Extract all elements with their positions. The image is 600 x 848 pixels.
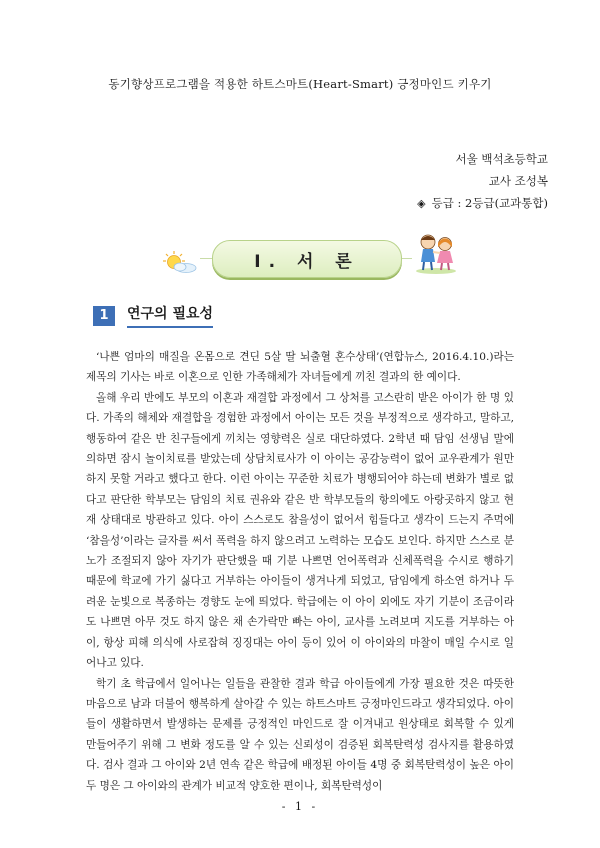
paragraph: ‘나쁜 엄마의 매질을 온몸으로 견딘 5살 딸 뇌출혈 혼수상태’(연합뉴스, 2016.4.10.)라는 제목의 기사는 바로 이혼으로 인한 가족해체가 자녀들에게 끼친 결과의 한 예이다. xyxy=(86,351,514,384)
author-block xyxy=(417,148,548,215)
paragraph: 올해 우리 반에도 부모의 이혼과 재결합 과정에서 그 상처를 고스란히 받은 아이가 한 명 있다. 가족의 해체와 재결합을 경험한 과정에서 아이는 모든 것을 부정적으로 생각하고, 말하고, 행동하여 같은 반 친구들에게 끼치는 영향력은 실로 대단하였다. 2학년 때 담임 선생님 말에 의하면 잠시 놀이치료를 받았는데 상담치료사가 이 아이는 공감능력이 없어 교우관계가 원만하지 못할 거라고 했다고 한다. 이런 아이는 꾸준한 치료가 병행되어야 하는데 변화가 별로 없다고 판단한 학부모는 담임의 치료 권유와 같은 반 학부모들의 항의에도 아랑곳하지 않고 현재 상태대로 방관하고 있다. 아이 스스로도 참을성이 없어서 힘들다고 생각이 드는지 주먹에 ‘참을성’이라는 글자를 써서 폭력을 하지 않으려고 노력하는 모습도 보인다. 하지만 스스로 분노가 조절되지 않아 자기가 판단했을 때 기분 나쁘면 언어폭력과 신체폭력을 수시로 행하기 때문에 학교에 가기 싫다고 거부하는 아이들이 생겨나게 되었고, 담임에게 하소연 하거나 두려운 눈빛으로 복종하는 경향도 눈에 띄었다. 학급에는 이 아이 외에도 자기 기분이 조금이라도 나쁘면 아무 것도 하지 않은 채 손가락만 빠는 아이, 교사를 노려보며 지도를 거부하는 아이, 항상 피해 의식에 사로잡혀 징징대는 아이 등이 있어 이 아이와의 마찰이 매일 수시로 일어나고 있다. xyxy=(86,391,514,670)
teacher-name: 교사 조성복 xyxy=(488,174,548,188)
body-text xyxy=(86,347,514,796)
page-number: - 1 - xyxy=(281,800,319,813)
paragraph: 학기 초 학급에서 일어나는 일들을 관찰한 결과 학급 아이들에게 가장 필요한 것은 따뜻한 마음으로 남과 더불어 행복하게 살아갈 수 있는 하트스마트 긍정마인드라고 생각되었다. 아이들이 생활하면서 발생하는 문제를 긍정적인 마인드로 잘 이겨내고 원상태로 회복할 수 있게 만들어주기 위해 그 변화 정도를 알 수 있는 신뢰성이 검증된 회복탄력성 검사지를 활용하였다. 검사 결과 그 아이와 2년 연속 같은 학급에 배정된 아이들 4명 중 회복탄력성이 높은 아이 두 명은 그 아이와의 관계가 비교적 양호한 편이나, 회복탄력성이 xyxy=(86,677,514,792)
children-icon xyxy=(412,231,460,275)
grade-line: ◈ 등급 : 2등급(교과통합) xyxy=(417,192,548,215)
subsection-heading xyxy=(93,303,213,328)
subsection-title: 연구의 필요성 xyxy=(127,303,213,328)
document-title: 동기향상프로그램을 적용한 하트스마트(Heart-Smart) 긍정마인드 키우기 xyxy=(108,77,492,91)
banner-rule-left xyxy=(200,258,212,259)
sun-cloud-icon xyxy=(160,250,200,274)
subsection-number: 1 xyxy=(93,306,115,326)
school-name: 서울 백석초등학교 xyxy=(455,152,548,166)
section-heading: Ⅰ. 서 론 xyxy=(212,240,402,278)
